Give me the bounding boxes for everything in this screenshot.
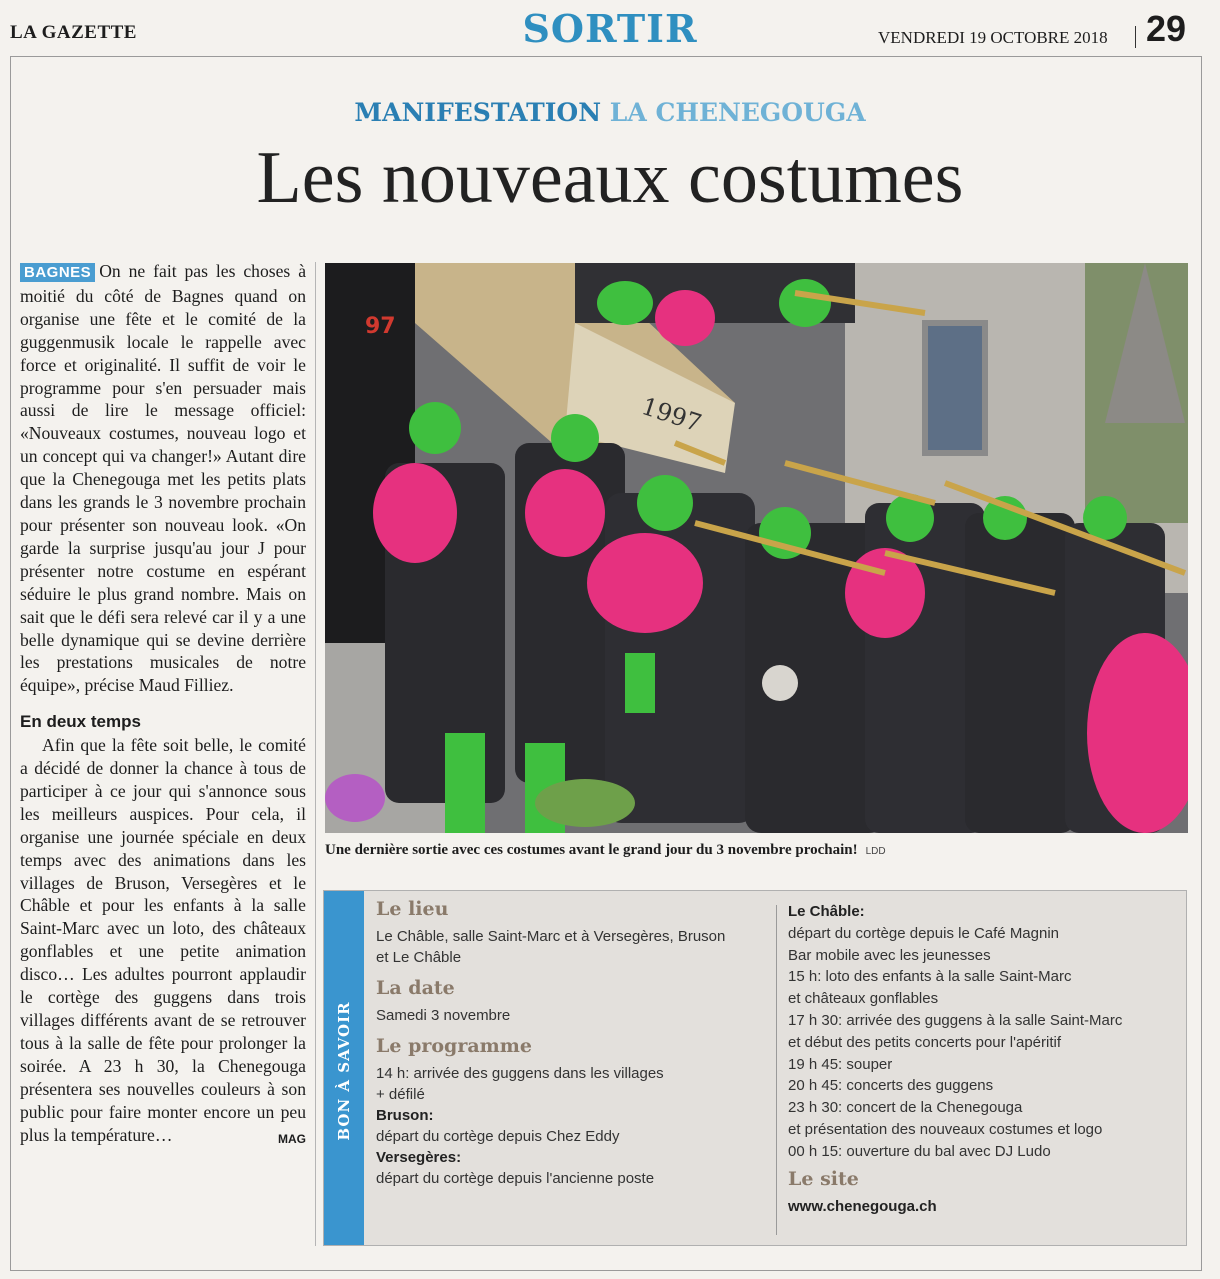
banner-year-text: 1997	[638, 392, 705, 438]
flag-number-text: 97	[365, 314, 396, 339]
column-divider	[315, 262, 316, 1246]
date-text: Samedi 3 novembre	[376, 1007, 511, 1024]
musicians-front-row	[587, 475, 1188, 833]
schedule-line: 20 h 45: concerts des guggens	[788, 1077, 994, 1095]
info-column-right	[788, 901, 1178, 1218]
header-separator	[1135, 26, 1136, 48]
schedule-line: Bar mobile avec les jeunesses	[788, 946, 991, 964]
schedule-line: 15 h: loto des enfants à la salle Saint-Marc	[788, 968, 1072, 986]
schedule-line: 23 h 30: concert de la Chenegouga	[788, 1099, 1023, 1117]
kicker-category: MANIFESTATION	[354, 98, 602, 127]
date-heading: La date	[376, 977, 455, 999]
body-text: Afin que la fête soit belle, le comité a décidé de donner la chance à tous de participer à ce jour qui s'annonce sous les meilleurs auspices. Pour cela, il organise une journée spéciale en deux temps avec des animations dans les villages de Bruson, Versegères et le Châble et pour les enfants à la salle Saint-Marc avec un loto, des châteaux gonflables et une petite animation disco… Les adultes pourront applaudir le cortège des guggens dans trois villages différents avant de se retrouver tous à la salle de fête pour prolonger la soirée. A 23 h 30, la Chenegouga présentera ses nouvelles couleurs à son public pour faire monter encore un peu plus la température…	[20, 735, 306, 1145]
schedule-line: 19 h 45: souper	[788, 1055, 893, 1073]
caption-text: Une dernière sortie avec ces costumes avant le grand jour du 3 novembre prochain!	[325, 842, 858, 858]
info-box	[323, 890, 1187, 1246]
issue-date: VENDREDI 19 OCTOBRE 2018	[878, 28, 1108, 47]
schedule-line: 17 h 30: arrivée des guggens à la salle Saint-Marc	[788, 1011, 1123, 1029]
schedule-line: et présentation des nouveaux costumes et logo	[788, 1120, 1103, 1138]
article-body	[20, 260, 306, 1150]
lead-text: On ne fait pas les choses à moitié du côté de Bagnes quand on organise une fête et le comité de la guggenmusik locale le rappelle avec force et originalité. Il suffit de voir le programme pour s'en persuader mais aussi de lire le message officiel: «Nouveaux costumes, nouveau logo et un concept qui va changer!» Autant dire que la Chenegouga met les petits plats dans les grands le 3 novembre prochain pour présenter son nouveau look. «On garde la surprise jusqu'au jour J pour présenter notre costume en espérant séduire le plus grand nombre. Mais on sait que le défi sera relevé car il y a une belle dynamique qui se devine derrière les prestations musicales de notre équipe», précise Maud Filliez.	[20, 261, 306, 696]
versegeres-text: départ du cortège depuis l'ancienne poste	[376, 1170, 655, 1187]
newspaper-name: LA GAZETTE	[10, 22, 137, 43]
bruson-heading: Bruson:	[376, 1107, 434, 1124]
subheading: En deux temps	[20, 712, 141, 732]
website-heading: Le site	[788, 1167, 859, 1190]
versegeres-heading: Versegères:	[376, 1149, 462, 1166]
info-column-left	[376, 899, 736, 1189]
musicians-back-row	[373, 402, 625, 833]
program-line: 14 h: arrivée des guggens dans les villages	[376, 1065, 664, 1082]
bruson-text: départ du cortège depuis Chez Eddy	[376, 1128, 620, 1145]
page-number: 29	[1146, 8, 1187, 49]
program-line: + défilé	[376, 1086, 425, 1103]
photo-caption	[325, 842, 1188, 859]
info-box-title: BON À SAVOIR	[335, 1001, 353, 1141]
lead-paragraph	[20, 260, 306, 697]
article-kicker	[0, 98, 1220, 127]
schedule-line: départ du cortège depuis le Café Magnin	[788, 924, 1060, 942]
chable-heading: Le Châble:	[788, 903, 865, 920]
schedule-line: et châteaux gonflables	[788, 990, 939, 1008]
body-paragraph	[20, 734, 306, 1146]
kicker-subject: LA CHENEGOUGA	[609, 98, 866, 127]
headline: Les nouveaux costumes	[256, 137, 964, 219]
venue-text: Le Châble, salle Saint-Marc et à Versegères, Bruson et Le Châble	[376, 928, 726, 966]
guggenmusik-photo	[325, 263, 1188, 833]
website-link[interactable]: www.chenegouga.ch	[788, 1198, 937, 1216]
schedule-line: et début des petits concerts pour l'apéritif	[788, 1033, 1062, 1051]
photo-credit: LDD	[865, 846, 886, 857]
author-signature: MAG	[278, 1131, 306, 1146]
location-tag: BAGNES	[20, 263, 95, 282]
venue-heading: Le lieu	[376, 898, 449, 920]
info-box-sidebar	[324, 891, 364, 1245]
schedule-line: 00 h 15: ouverture du bal avec DJ Ludo	[788, 1142, 1051, 1160]
section-title: SORTIR	[522, 6, 698, 51]
info-box-divider	[776, 905, 777, 1235]
program-heading: Le programme	[376, 1035, 532, 1057]
